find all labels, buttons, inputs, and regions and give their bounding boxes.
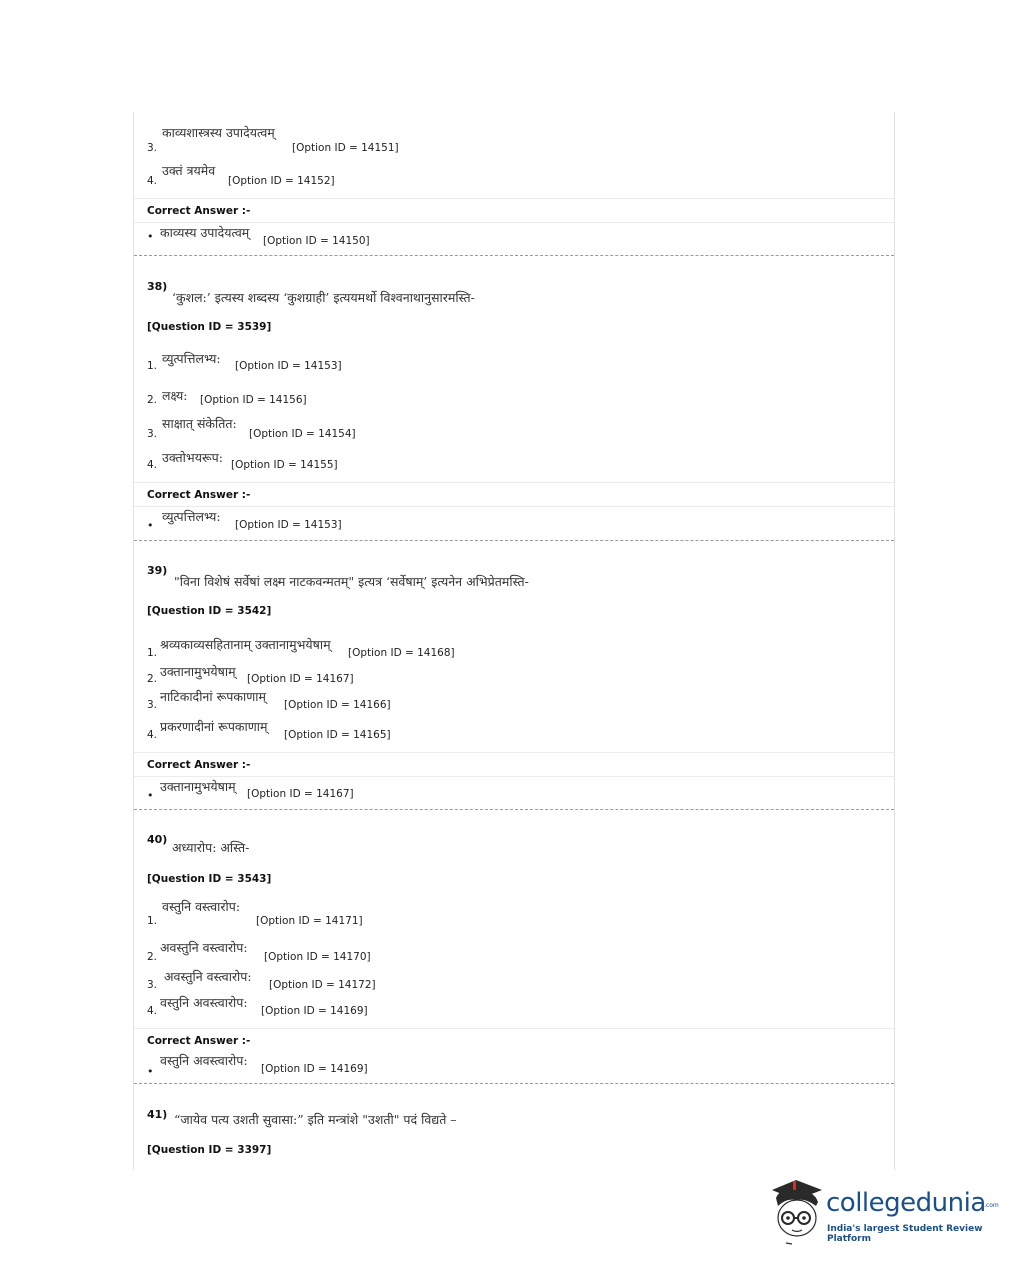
- correct-answer-id: [Option ID = 14167]: [247, 788, 354, 800]
- question-separator: [134, 540, 894, 541]
- option-4-text: उक्तोभयरूप:: [162, 450, 223, 465]
- logo-wordmark: collegedunia: [826, 1188, 986, 1218]
- option-2-text: लक्ष्य:: [162, 388, 188, 403]
- correct-answer-id: [Option ID = 14169]: [261, 1063, 368, 1075]
- option-2-number: 2.: [147, 394, 158, 406]
- question-separator: [134, 809, 894, 810]
- option-3-number: 3.: [147, 699, 158, 711]
- option-1-number: 1.: [147, 360, 158, 372]
- correct-answer-text: उक्तानामुभयेषाम्: [160, 779, 236, 794]
- option-3-id: [Option ID = 14172]: [269, 979, 376, 991]
- divider: [134, 198, 894, 199]
- option-1-number: 1.: [147, 647, 158, 659]
- divider: [134, 222, 894, 223]
- student-mascot-icon: [766, 1176, 828, 1246]
- answer-bullet: •: [147, 230, 154, 243]
- divider: [134, 482, 894, 483]
- answer-bullet: •: [147, 519, 154, 532]
- question-separator: [134, 255, 894, 256]
- question-id: [Question ID = 3397]: [147, 1144, 272, 1156]
- correct-answer-id: [Option ID = 14153]: [235, 519, 342, 531]
- question-text: "विना विशेषं सर्वेषां लक्ष्म नाटकवन्मतम्" इत्यत्र ‘सर्वेषाम्’ इत्यनेन अभिप्रेतमस्ति-: [174, 574, 529, 589]
- question-separator: [134, 1083, 894, 1084]
- option-3-id: [Option ID = 14151]: [292, 142, 399, 154]
- option-4-text: वस्तुनि अवस्त्वारोप:: [160, 995, 248, 1010]
- option-2-text: उक्तानामुभयेषाम्: [160, 664, 236, 679]
- option-2-id: [Option ID = 14167]: [247, 673, 354, 685]
- option-1-id: [Option ID = 14168]: [348, 647, 455, 659]
- answer-bullet: •: [147, 1065, 154, 1078]
- option-3-id: [Option ID = 14166]: [284, 699, 391, 711]
- option-1-text: व्युत्पत्तिलभ्य:: [162, 351, 221, 366]
- correct-answer-text: काव्यस्य उपादेयत्वम्: [160, 225, 250, 240]
- option-1-id: [Option ID = 14153]: [235, 360, 342, 372]
- question-number: 39): [147, 564, 168, 577]
- divider: [134, 506, 894, 507]
- divider: [134, 752, 894, 753]
- question-text: “जायेव पत्य उशती सुवासा:” इति मन्त्रांशे "उशती" पदं विद्यते –: [174, 1112, 457, 1127]
- option-1-number: 1.: [147, 915, 158, 927]
- logo-domain: .com: [984, 1202, 999, 1209]
- question-id: [Question ID = 3542]: [147, 605, 272, 617]
- correct-answer-text: वस्तुनि अवस्त्वारोप:: [160, 1053, 248, 1068]
- option-4-text: प्रकरणादीनां रूपकाणाम्: [160, 719, 268, 734]
- correct-answer-label: Correct Answer :-: [147, 759, 251, 771]
- option-3-text: काव्यशास्त्रस्य उपादेयत्वम्: [162, 125, 275, 140]
- option-4-id: [Option ID = 14169]: [261, 1005, 368, 1017]
- option-3-number: 3.: [147, 979, 158, 991]
- question-id: [Question ID = 3543]: [147, 873, 272, 885]
- question-id: [Question ID = 3539]: [147, 321, 272, 333]
- option-3-text: साक्षात् संकेतित:: [162, 416, 237, 431]
- option-2-number: 2.: [147, 673, 158, 685]
- option-3-number: 3.: [147, 142, 158, 154]
- question-text: ‘कुशल:’ इत्यस्य शब्दस्य ‘कुशग्राही’ इत्ययमर्थो विश्वनाथानुसारमस्ति-: [172, 290, 475, 305]
- divider: [134, 1028, 894, 1029]
- correct-answer-text: व्युत्पत्तिलभ्य:: [162, 509, 221, 524]
- option-2-text: अवस्तुनि वस्त्वारोप:: [160, 940, 248, 955]
- option-4-number: 4.: [147, 175, 158, 187]
- option-4-number: 4.: [147, 459, 158, 471]
- option-2-id: [Option ID = 14156]: [200, 394, 307, 406]
- logo-tagline: India's largest Student Review Platform: [827, 1224, 983, 1244]
- option-4-id: [Option ID = 14152]: [228, 175, 335, 187]
- question-number: 40): [147, 833, 168, 846]
- question-paper-page: [133, 112, 895, 1170]
- option-4-number: 4.: [147, 1005, 158, 1017]
- option-4-id: [Option ID = 14165]: [284, 729, 391, 741]
- option-1-text: श्रव्यकाव्यसहितानाम् उक्तानामुभयेषाम्: [160, 637, 331, 652]
- option-3-text: नाटिकादीनां रूपकाणाम्: [160, 689, 266, 704]
- correct-answer-label: Correct Answer :-: [147, 205, 251, 217]
- correct-answer-label: Correct Answer :-: [147, 1035, 251, 1047]
- divider: [134, 776, 894, 777]
- question-number: 38): [147, 280, 168, 293]
- option-1-text: वस्तुनि वस्त्वारोप:: [162, 899, 241, 914]
- option-3-id: [Option ID = 14154]: [249, 428, 356, 440]
- question-text: अध्यारोप: अस्ति-: [172, 840, 250, 855]
- option-2-id: [Option ID = 14170]: [264, 951, 371, 963]
- correct-answer-label: Correct Answer :-: [147, 489, 251, 501]
- answer-bullet: •: [147, 789, 154, 802]
- option-3-text: अवस्तुनि वस्त्वारोप:: [164, 969, 252, 984]
- option-4-text: उक्तं त्रयमेव: [162, 163, 216, 178]
- question-number: 41): [147, 1108, 168, 1121]
- option-3-number: 3.: [147, 428, 158, 440]
- option-4-number: 4.: [147, 729, 158, 741]
- collegedunia-logo: [766, 1176, 999, 1246]
- correct-answer-id: [Option ID = 14150]: [263, 235, 370, 247]
- option-1-id: [Option ID = 14171]: [256, 915, 363, 927]
- option-2-number: 2.: [147, 951, 158, 963]
- option-4-id: [Option ID = 14155]: [231, 459, 338, 471]
